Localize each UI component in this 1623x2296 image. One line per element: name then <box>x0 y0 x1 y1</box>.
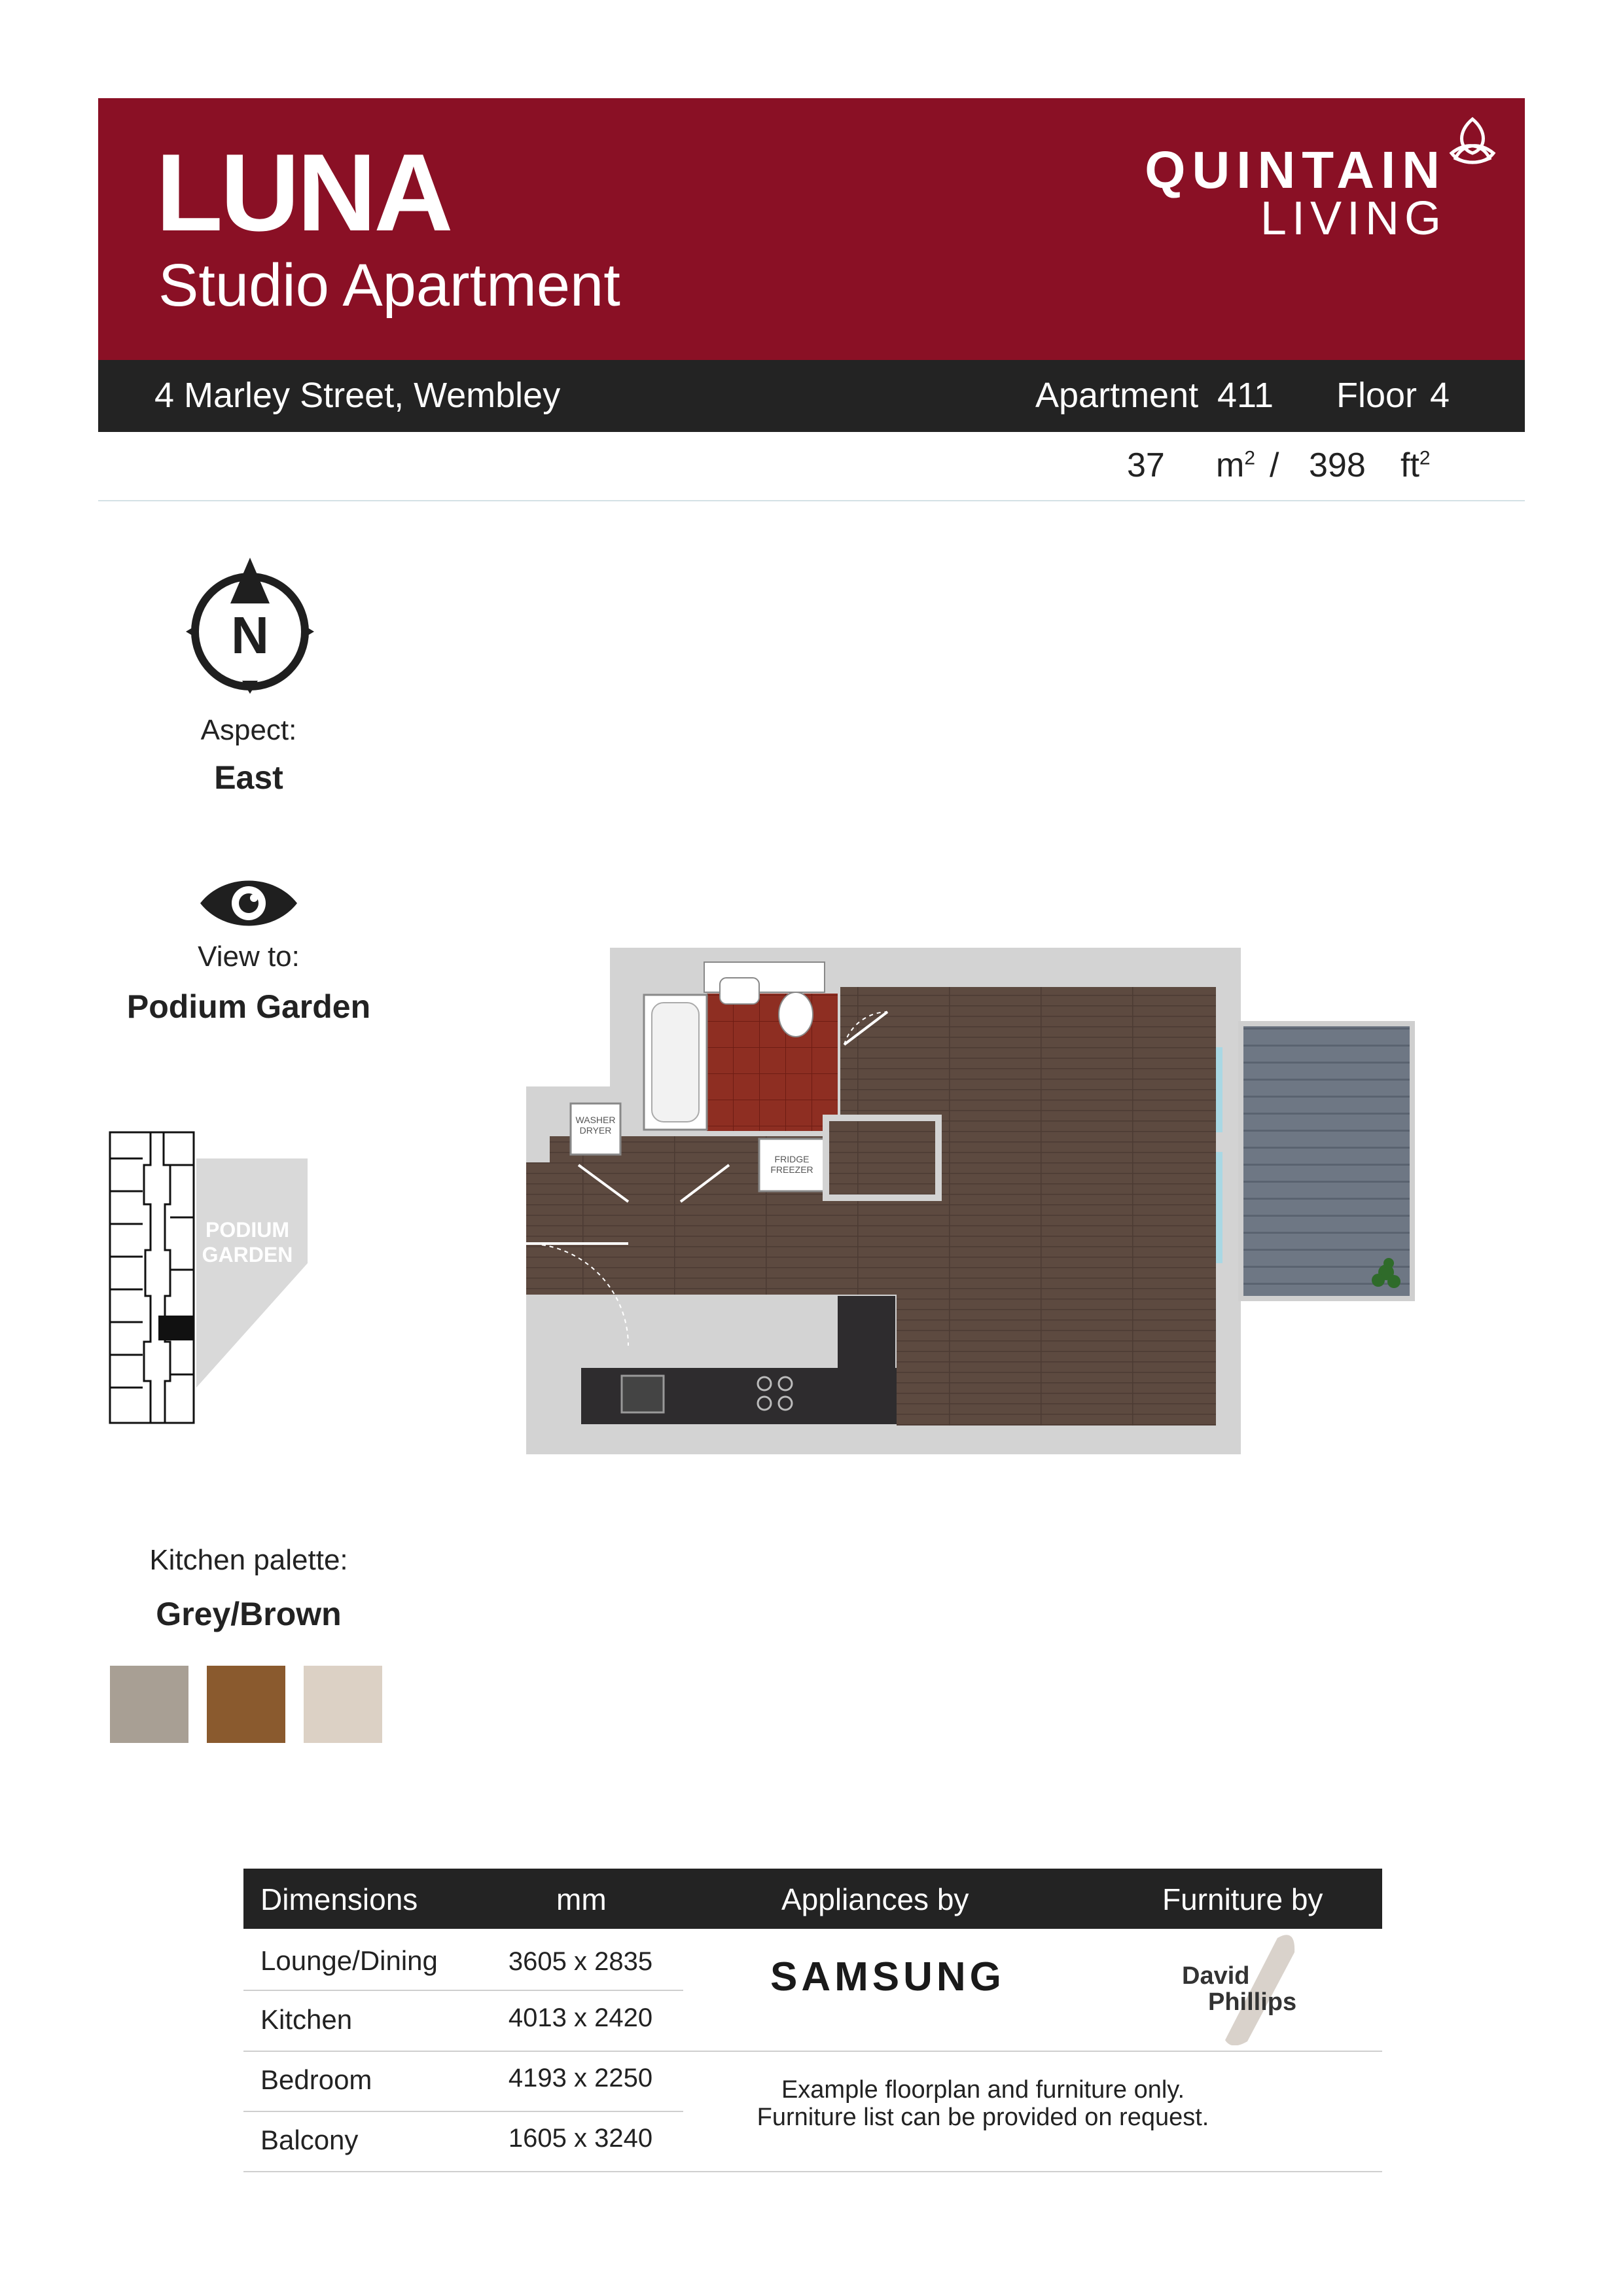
table-row-room: Lounge/Dining <box>260 1945 438 1976</box>
col-furniture: Furniture by <box>1162 1882 1323 1916</box>
building-key-plan <box>105 1126 314 1433</box>
address: 4 Marley Street, Wembley <box>154 376 561 415</box>
info-bar <box>98 360 1525 432</box>
apartment-type: Studio Apartment <box>158 252 620 319</box>
note-line-2: Furniture list can be provided on request. <box>757 2104 1209 2131</box>
keyplan-label-2: GARDEN <box>202 1243 293 1266</box>
view-value: Podium Garden <box>126 988 371 1025</box>
apartment-label: Apartment <box>1035 376 1199 415</box>
david-phillips-line2: Phillips <box>1208 1988 1297 2016</box>
aspect-value: East <box>214 759 283 796</box>
row-divider <box>243 2111 683 2112</box>
divider <box>98 500 1525 501</box>
row-divider <box>243 1990 683 1991</box>
floor-number: 4 <box>1430 376 1450 415</box>
fridge-label-2: FREEZER <box>770 1164 813 1175</box>
fridge-label-1: FRIDGE <box>774 1154 810 1164</box>
david-phillips-line1: David <box>1182 1962 1250 1990</box>
compass-north-icon <box>185 556 315 694</box>
eye-icon <box>198 877 300 929</box>
floor-label: Floor <box>1336 376 1418 415</box>
col-mm: mm <box>556 1882 607 1916</box>
floor-plan <box>524 942 1420 1466</box>
note-line-1: Example floorplan and furniture only. <box>781 2076 1185 2104</box>
row-divider <box>243 2171 1382 2172</box>
palette-swatch-cream <box>304 1666 382 1743</box>
palette-label: Kitchen palette: <box>149 1544 348 1576</box>
compass-letter: N <box>231 606 269 664</box>
palette-value: Grey/Brown <box>156 1596 342 1632</box>
logo-text-quintain: QUINTAIN <box>1145 141 1446 199</box>
samsung-logo: SAMSUNG <box>770 1954 1005 2000</box>
table-row-mm: 4193 x 2250 <box>508 2064 653 2092</box>
apartment-number: 411 <box>1217 376 1274 415</box>
table-row-room: Kitchen <box>260 2004 353 2035</box>
palette-swatch-wood <box>207 1666 285 1743</box>
palette-swatch-grey <box>110 1666 188 1743</box>
apartment-marker <box>158 1316 194 1340</box>
row-divider <box>243 2051 1382 2052</box>
area-sqm-value: 37 <box>1127 446 1165 484</box>
keyplan-label-1: PODIUM <box>205 1218 289 1242</box>
washer-label-2: DRYER <box>579 1125 612 1136</box>
table-header <box>243 1869 1382 1929</box>
table-row-room: Balcony <box>260 2125 359 2155</box>
header-banner <box>98 98 1525 360</box>
col-appliances: Appliances by <box>781 1882 969 1916</box>
area-separator: / <box>1270 446 1279 484</box>
view-label: View to: <box>198 941 300 973</box>
table-row-room: Bedroom <box>260 2064 372 2095</box>
quintain-logo-icon <box>1446 115 1499 168</box>
table-row-mm: 3605 x 2835 <box>508 1947 653 1976</box>
aspect-label: Aspect: <box>200 714 297 746</box>
table-row-mm: 4013 x 2420 <box>508 2003 653 2032</box>
logo-text-living: LIVING <box>1260 192 1446 245</box>
david-phillips-logo <box>1179 1933 1310 2045</box>
area-sqft-value: 398 <box>1309 446 1366 484</box>
washer-label-1: WASHER <box>575 1115 616 1125</box>
area-sqm-unit: $m^2$ <box>1216 446 1256 484</box>
table-row-mm: 1605 x 3240 <box>508 2124 653 2153</box>
development-title: LUNA <box>156 131 451 254</box>
col-dimensions: Dimensions <box>260 1882 418 1916</box>
area-sqft-unit: $ft^2$ <box>1400 446 1431 484</box>
